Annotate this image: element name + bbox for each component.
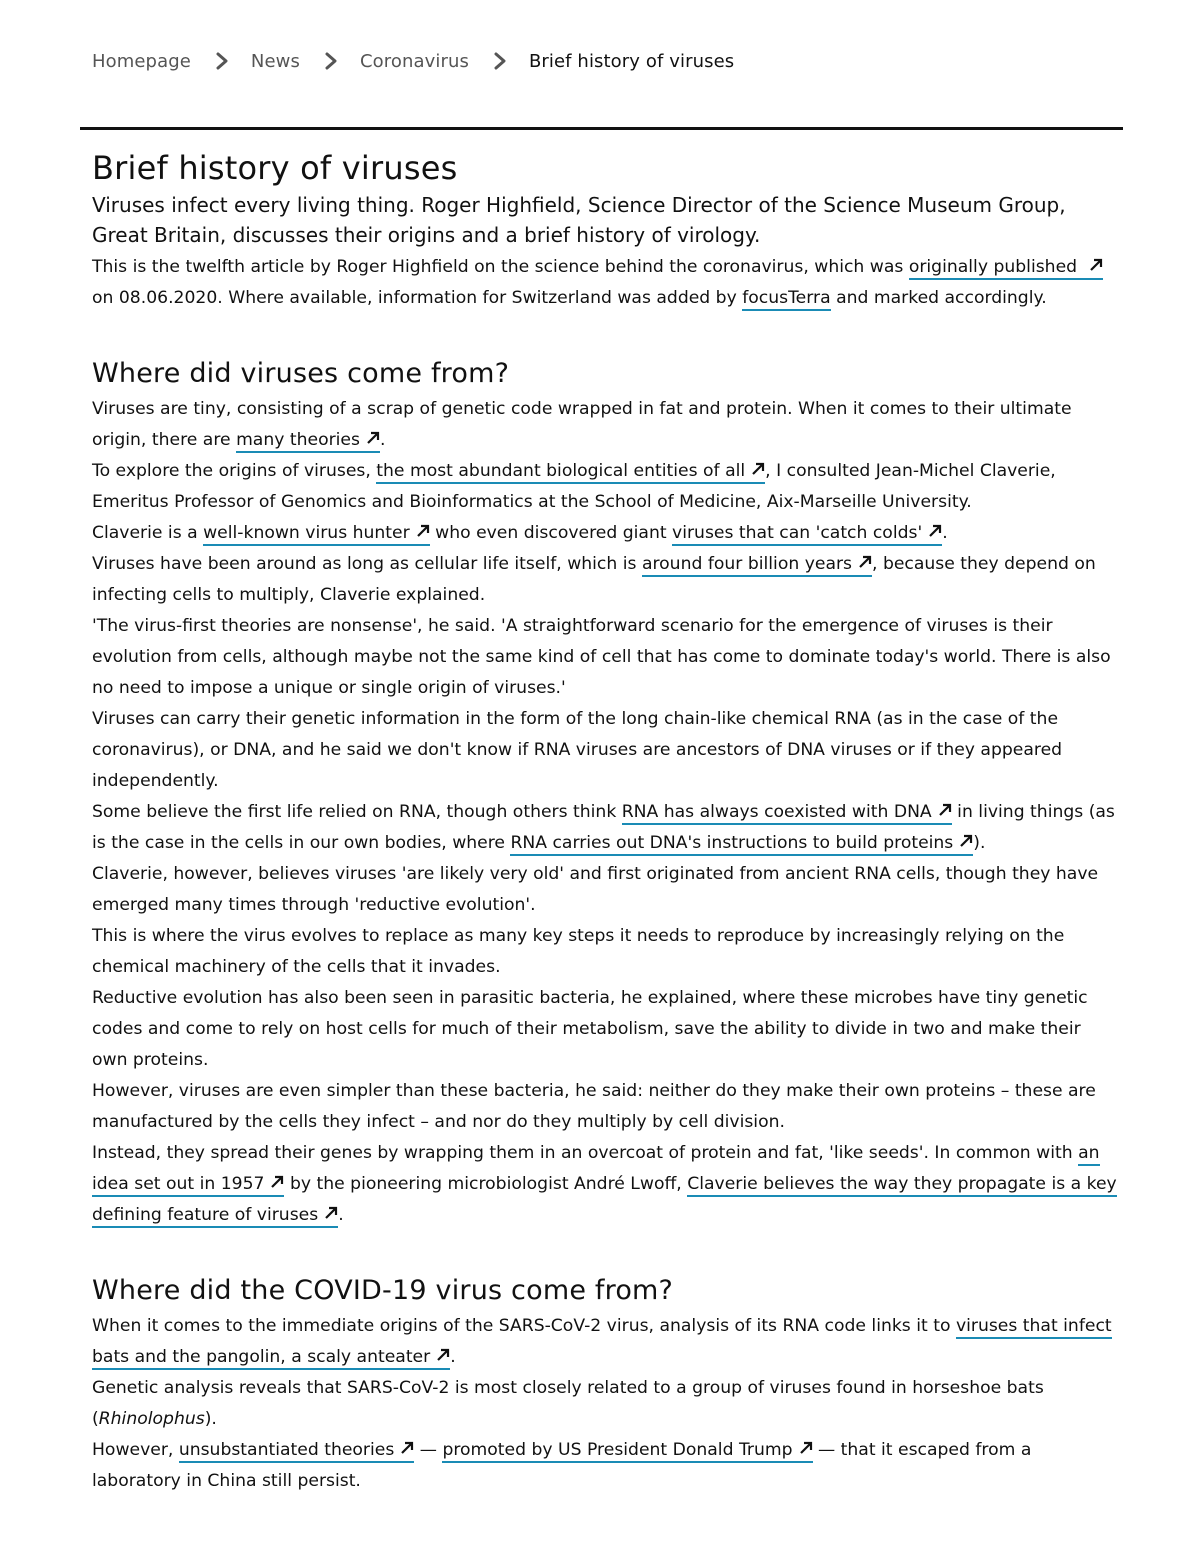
- external-link-arrow-icon: [959, 834, 973, 848]
- article-intro: This is the twelfth article by Roger Highfield on the science behind the coronavirus, which was originally published on 08.06.2020. Where available, information for Switzerland was added by focusTerra and marked accordingly.: [92, 252, 1117, 314]
- paragraph: To explore the origins of viruses, the most abundant biological entities of all , I consulted Jean-Michel Claverie, Emeritus Professor of Genomics and Bioinformatics at the School of Medicine, Aix-Marseille University.: [92, 461, 1056, 512]
- paragraph: Claverie is a well-known virus hunter who even discovered giant viruses that can 'catch colds' .: [92, 518, 1117, 549]
- chevron-right-icon: [320, 50, 342, 72]
- link-focusterra[interactable]: focusTerra: [742, 288, 830, 311]
- external-link-arrow-icon: [416, 524, 430, 538]
- external-link-arrow-icon: [1089, 258, 1103, 272]
- external-link-arrow-icon: [436, 1348, 450, 1362]
- paragraph: Some believe the first life relied on RNA, though others think RNA has always coexisted with DNA in living things (as is the case in the cells in our own bodies, where RNA carries out DNA's instructions to build proteins ).: [92, 797, 1117, 859]
- external-link-arrow-icon: [928, 524, 942, 538]
- paragraph: 'The virus-first theories are nonsense', he said. 'A straightforward scenario for the emergence of viruses is their evolution from cells, although maybe not the same kind of cell that has come to dominate today's world. There is also no need to impose a unique or single origin of viruses.': [92, 616, 1111, 698]
- paragraph: Viruses have been around as long as cellular life itself, which is around four billion years , because they depend on infecting cells to multiply, Claverie explained.: [92, 554, 1096, 605]
- external-link-arrow-icon: [938, 803, 952, 817]
- paragraph: When it comes to the immediate origins of the SARS-CoV-2 virus, analysis of its RNA code links it to viruses that infect bats and the pangolin, a scaly anteater .: [92, 1311, 1117, 1373]
- external-link-arrow-icon: [366, 431, 380, 445]
- link-many-theories[interactable]: many theories: [236, 430, 380, 453]
- paragraph: Claverie, however, believes viruses 'are likely very old' and first originated from ancient RNA cells, though they have emerged many times through 'reductive evolution'.: [92, 864, 1099, 915]
- link-viruses-catch-colds[interactable]: viruses that can 'catch colds': [672, 523, 942, 546]
- link-rna-build-proteins[interactable]: RNA carries out DNA's instructions to build proteins: [510, 833, 973, 856]
- paragraph: This is where the virus evolves to replace as many key steps it needs to reproduce by increasingly relying on the chemical machinery of the cells that it invades.: [92, 926, 1065, 977]
- external-link-arrow-icon: [324, 1206, 338, 1220]
- breadcrumb-homepage[interactable]: Homepage: [92, 50, 191, 72]
- breadcrumb-current: Brief history of viruses: [528, 50, 735, 72]
- link-promoted-by-trump[interactable]: promoted by US President Donald Trump: [442, 1440, 812, 1463]
- link-rna-coexisted-dna[interactable]: RNA has always coexisted with DNA: [622, 802, 952, 825]
- chevron-right-icon: [489, 50, 511, 72]
- article-lead: Viruses infect every living thing. Roger Highfield, Science Director of the Science Museum Group, Great Britain, discusses their origins and a brief history of virology.: [92, 193, 1066, 247]
- section-heading-covid-origins: Where did the COVID-19 virus come from?: [92, 1275, 674, 1306]
- external-link-arrow-icon: [858, 555, 872, 569]
- paragraph: Instead, they spread their genes by wrapping them in an overcoat of protein and fat, 'like seeds'. In common with an idea set out in 1957 by the pioneering microbiologist André Lwoff, Claverie believes the way they propagate is a key defining feature of viruses .: [92, 1138, 1117, 1231]
- link-bats-pangolin[interactable]: viruses that infect bats and the pangolin, a scaly anteater: [92, 1316, 1112, 1370]
- breadcrumb-news[interactable]: News: [250, 50, 300, 72]
- link-unsubstantiated-theories[interactable]: unsubstantiated theories: [179, 1440, 415, 1463]
- breadcrumb-coronavirus[interactable]: Coronavirus: [359, 50, 469, 72]
- breadcrumb: [92, 50, 734, 72]
- chevron-right-icon: [211, 50, 233, 72]
- page-title: Brief history of viruses: [92, 149, 458, 187]
- external-link-arrow-icon: [270, 1175, 284, 1189]
- paragraph: However, viruses are even simpler than these bacteria, he said: neither do they make their own proteins – these are manufactured by the cells they infect – and nor do they multiply by cell division.: [92, 1081, 1096, 1132]
- link-four-billion-years[interactable]: around four billion years: [642, 554, 872, 577]
- external-link-arrow-icon: [799, 1441, 813, 1455]
- article: [92, 146, 1117, 1497]
- paragraph: Reductive evolution has also been seen in parasitic bacteria, he explained, where these microbes have tiny genetic codes and come to rely on host cells for much of their metabolism, save the ability to divide in two and make their own proteins.: [92, 988, 1088, 1070]
- paragraph: Genetic analysis reveals that SARS-CoV-2 is most closely related to a group of viruses found in horseshoe bats (Rhinolophus).: [92, 1378, 1044, 1429]
- paragraph: However, unsubstantiated theories — promoted by US President Donald Trump — that it escaped from a laboratory in China still persist.: [92, 1440, 1032, 1491]
- external-link-arrow-icon: [751, 462, 765, 476]
- link-idea-1957[interactable]: an idea set out in 1957: [92, 1143, 1100, 1197]
- paragraph: Viruses can carry their genetic information in the form of the long chain-like chemical RNA (as in the case of the coronavirus), or DNA, and he said we don't know if RNA viruses are ancestors of DNA viruses or if they appeared independently.: [92, 709, 1063, 791]
- paragraph: Viruses are tiny, consisting of a scrap of genetic code wrapped in fat and protein. When it comes to their ultimate origin, there are many theories .: [92, 394, 1117, 456]
- link-defining-feature[interactable]: Claverie believes the way they propagate is a key defining feature of viruses: [92, 1174, 1117, 1228]
- species-name: Rhinolophus: [98, 1409, 205, 1429]
- header-divider: [80, 127, 1123, 130]
- link-originally-published[interactable]: originally published: [909, 257, 1103, 280]
- link-virus-hunter[interactable]: well-known virus hunter: [203, 523, 430, 546]
- external-link-arrow-icon: [400, 1441, 414, 1455]
- section-heading-virus-origins: Where did viruses come from?: [92, 358, 510, 389]
- link-most-abundant-entities[interactable]: the most abundant biological entities of all: [376, 461, 765, 484]
